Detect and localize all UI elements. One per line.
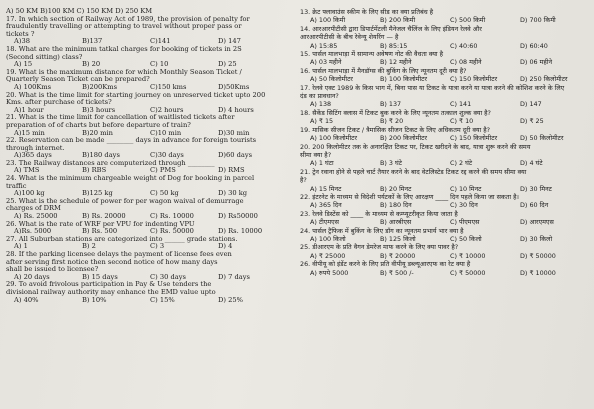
answer-option: D) 147: [520, 100, 542, 109]
answer-option: A) 100 किलो: [310, 234, 346, 243]
answer-option: A) ₹ 15: [310, 117, 334, 126]
question-text-line: (Second sitting) class?: [6, 52, 83, 61]
answer-option: A) Rs. 25000: [14, 212, 58, 221]
answer-option: A) 03 महीने: [310, 58, 342, 67]
english-question: [6, 198, 286, 221]
answer-option: D) Rs50000: [218, 212, 258, 221]
answer-options: [300, 134, 590, 142]
question-text-line: fraudulently travelling or attempting to travel without proper pass or: [6, 22, 242, 31]
answer-options: [300, 252, 590, 260]
answer-options: [300, 75, 590, 83]
answer-option: A) रुपये 5000: [310, 268, 349, 277]
question-text-line: दंड का प्रावधान?: [300, 92, 339, 101]
answer-option: A)100 kg: [14, 189, 45, 198]
question-text-line: 13. क्रेट फ्लावाउंस स्कीम के लिए सीड का क्या प्रतिबंध है: [300, 8, 434, 16]
answer-option: D) Rs. 10000: [218, 227, 263, 236]
question-text-line: through internet.: [6, 143, 65, 152]
answer-option: C) 2 घंटे: [450, 159, 473, 168]
answer-option: B) 10%: [82, 295, 107, 304]
answer-option: B) 200 किमी: [380, 16, 416, 25]
question-text-line: 29. To avoid frivolous participation in Pay & Use tenders the: [6, 280, 212, 289]
question-text-line: 26. वीपीयू को इंडेंट करने के लिए प्रति वीपीयू डब्ल्यूआरएफ का रेट क्या है: [300, 260, 471, 269]
answer-option: C) 50 किलो: [450, 234, 482, 243]
answer-options: [300, 201, 590, 209]
answer-option: C) 3: [150, 242, 165, 251]
answer-option: D) 25: [218, 60, 237, 69]
answer-option: B) ₹ 20000: [380, 251, 416, 260]
answer-option: D) 60:40: [520, 41, 548, 50]
answer-option: D) ₹ 50000: [520, 251, 556, 260]
question-text-line: 19. What is the maximum distance for which Monthly Season Ticket /: [6, 67, 242, 76]
question-text-line: Kms. after purchase of tickets?: [6, 98, 112, 107]
answer-option: B) 20: [82, 60, 101, 69]
answer-option: B) आरबीएस: [380, 218, 412, 227]
english-question: [6, 114, 286, 137]
answer-option: D) 06 महीने: [520, 58, 553, 67]
question-text-line: 20. What is the time limit for starting journey on unreserved ticket upto 200: [6, 90, 266, 99]
question-text-line: 25. डीआरएम के प्रति वैगन डेमरेज माफ करने के लिए क्या पावर है?: [300, 243, 459, 252]
answer-option: C)141: [150, 37, 171, 46]
question-text-line: 24. What is the minimum chargeable weight of Dog for booking in parcel: [6, 174, 255, 183]
question-text-line: charges of DRM: [6, 204, 61, 213]
question-text-line: 23. रेलवे डिस्टेंस को ____ के माध्यम से कम्प्यूटरीकृत किया जाता है: [300, 209, 458, 218]
answer-option: A) 100 किलोमीटर: [310, 134, 357, 143]
answer-option: B) RBS: [82, 166, 107, 175]
answer-option: D) 50 किलोमीटर: [520, 134, 564, 143]
answer-option: A) 15:85: [310, 41, 338, 50]
answer-option: C) 15%: [150, 295, 175, 304]
answer-option: C) 40:60: [450, 41, 478, 50]
answer-options: [300, 100, 590, 108]
question-text-line: 26. What is the rate of WRF per VPU for indenting VPU: [6, 219, 195, 228]
answer-option: B) 200 किलोमीटर: [380, 134, 428, 143]
answer-options: [300, 42, 590, 50]
answer-option: C) 50 kg: [150, 189, 179, 198]
hindi-question: [300, 126, 590, 143]
hindi-question: [300, 210, 590, 227]
answer-option: D) 4 घंटे: [520, 159, 543, 168]
answer-option: C) 150 किलोमीटर: [450, 134, 498, 143]
answer-option: B) 12 महीने: [380, 58, 412, 67]
question-text-line: 15. पार्सल मालभाड़ा में सामान्य अवेषण नोट की वैधता क्या है: [300, 50, 444, 59]
question-text-line: divisional railway authority may enhance the EMD value upto: [6, 287, 216, 296]
answer-option: C) Rs. 10000: [150, 212, 194, 221]
answer-option: B) 137: [380, 100, 402, 109]
answer-option: D) 7 days: [218, 272, 250, 281]
english-question: [6, 236, 286, 251]
question-text-line: after serving first notice then second notice of how many days: [6, 257, 218, 266]
answer-options: [300, 218, 590, 226]
hindi-question: [300, 8, 590, 25]
answer-option: B) ₹ 20: [380, 117, 404, 126]
answer-option: C)10 min: [150, 128, 182, 137]
answer-option: B)125 kg: [82, 189, 113, 198]
answer-option: D)60 days: [218, 151, 253, 160]
answer-option: B)3 hours: [82, 105, 116, 114]
english-question: [6, 16, 286, 46]
question-text-line: 22. Reservation can be made ________ days in advance for foreign tourists: [6, 136, 257, 145]
answer-option: D) 700 किमी: [520, 16, 556, 25]
answer-option: D) 30 kg: [218, 189, 248, 198]
answer-option: C) 10: [150, 60, 169, 69]
answer-option: B) Rs. 500: [82, 227, 118, 236]
english-question: [6, 92, 286, 115]
answer-option: A) ₹ 25000: [310, 251, 346, 260]
answer-option: D) 4: [218, 242, 233, 251]
answer-option: D) 250 किलोमीटर: [520, 75, 568, 84]
answer-option: B)200Kms: [82, 82, 118, 91]
answer-options: [300, 185, 590, 193]
question-text-line: सीमा क्या है?: [300, 150, 332, 159]
answer-option: D) 30 किलो: [520, 234, 553, 243]
question-text-line: preparation of of charts but before departure of train?: [6, 120, 191, 129]
question-text-line: 18. सैकेंड सिटिंग क्लास में टिकट बुक करने के लिए न्यूनतम तत्काल शुल्क क्या है?: [300, 108, 491, 117]
answer-option: A)1 hour: [14, 105, 44, 114]
hindi-question: [300, 227, 590, 244]
answer-options: [300, 16, 590, 24]
hindi-question: [300, 193, 590, 210]
answer-options: [6, 297, 286, 305]
english-question: [6, 137, 286, 160]
answer-option: C) ₹ 10: [450, 117, 474, 126]
answer-option: B) 180 दिन: [380, 201, 412, 210]
answer-option: B) Rs. 20000: [82, 212, 126, 221]
answer-option: D) RMS: [218, 166, 245, 175]
answer-option: D) आरएमएस: [520, 218, 554, 227]
answer-option: C) 141: [450, 100, 472, 109]
answer-option: C) 30 days: [150, 272, 186, 281]
hindi-question: [300, 168, 590, 193]
english-question: [6, 69, 286, 92]
answer-option: B) 15 days: [82, 272, 118, 281]
answer-option: C) 08 महीने: [450, 58, 482, 67]
answer-option: C) PMS: [150, 166, 176, 175]
answer-option: C) 500 किमी: [450, 16, 486, 25]
hindi-question: [300, 50, 590, 67]
hindi-question: [300, 260, 590, 277]
answer-options: [300, 58, 590, 66]
answer-option: D) 30 मिनट: [520, 184, 552, 193]
answer-option: C) पीएमएस: [450, 218, 480, 227]
answer-options: [300, 159, 590, 167]
question-text-line: 17. In which section of Railway Act of 1989, the provision of penalty for: [6, 14, 250, 23]
english-question: [6, 175, 286, 198]
answer-option: B) 20 मिनट: [380, 184, 412, 193]
answer-options: [300, 117, 590, 125]
question-text-line: tickets ?: [6, 29, 35, 38]
answer-option: B)137: [82, 37, 103, 46]
answer-option: A)365 days: [14, 151, 52, 160]
answer-option: C)150 kms: [150, 82, 187, 91]
question-text-line: 20. 200 किलोमीटर तक के अनारक्षित टिकट पर, टिकट खरीदने के बाद, यात्रा शुरू करने की समय: [300, 142, 531, 151]
answer-option: C) ₹ 10000: [450, 251, 486, 260]
answer-option: A) 138: [310, 100, 332, 109]
answer-option: C) 30 दिन: [450, 201, 478, 210]
answer-option: B) 85:15: [380, 41, 408, 50]
question-text-line: 18. What are the minimum tatkal charges for booking of tickets in 2S: [6, 44, 242, 53]
question-text-line: 19. मासिक सीजन टिकट / त्रैमासिक सीजन टिकट के लिए अधिकतम दूरी क्या है?: [300, 125, 491, 134]
answer-option: A) TMS: [14, 166, 40, 175]
question-text-line: 14. आरआरपीटीसी द्वारा डिपार्टमेंटली मैनेजल चैलिंज के लिए इंडियन रेलवे और: [300, 24, 482, 33]
question-text-line: 21. What is the time limit for cancellation of waitlisted tickets after: [6, 113, 235, 122]
answer-option: A) 365 दिन: [310, 201, 342, 210]
answer-option: D) 147: [218, 37, 241, 46]
question-text-line: 22. इंटरनेट के माध्यम से विदेशी पर्यटकों के लिए आरक्षण ____ दिन पहले किया जा सकता है।: [300, 192, 519, 201]
question-text-line: 17. रेलवे एक्ट 1989 के किस भाग में, बिना पास या टिकट के यात्रा करने या यात्रा करने की कोशिश करने के लिए: [300, 83, 565, 92]
answer-option: A) 1 घंटा: [310, 159, 334, 168]
english-question: [6, 160, 286, 175]
hindi-question: [300, 67, 590, 84]
answer-option: C) 150 किलोमीटर: [450, 75, 498, 84]
answer-option: B)20 min: [82, 128, 113, 137]
answer-option: D) 60 दिन: [520, 201, 549, 210]
answer-option: B) 125 किलो: [380, 234, 416, 243]
answer-option: B)180 days: [82, 151, 120, 160]
answer-option: A) 100 किमी: [310, 16, 346, 25]
hindi-question: [300, 84, 590, 109]
question-text-line: 27. All Suburban stations are categorized into ______ grade stations.: [6, 234, 238, 243]
answer-option: D) ₹ 10000: [520, 268, 556, 277]
hindi-question: [300, 25, 590, 50]
answer-option: C) Rs. 50000: [150, 227, 194, 236]
question-text-line: shall be issued to licensee?: [6, 265, 99, 274]
answer-option: A) 20 days: [14, 272, 50, 281]
english-question: [6, 221, 286, 236]
answer-option: A)Rs. 5000: [14, 227, 52, 236]
answer-option: D) 4 hours: [218, 105, 254, 114]
answer-options: [300, 235, 590, 243]
question-text-line: आरआरपीटीसी के बीच रेवेन्यू शेयरिंग — है: [300, 33, 399, 42]
answer-option: D)30 min: [218, 128, 250, 137]
hindi-column: [300, 8, 590, 407]
english-column: [6, 8, 286, 407]
answer-option: A) 50 किलोमीटर: [310, 75, 353, 84]
answer-option: B) ₹ 500 /-: [380, 268, 414, 277]
question-text-line: 25. What is the schedule of power for per wagon waival of demurrage: [6, 196, 244, 205]
answer-option: C)2 hours: [150, 105, 184, 114]
english-question: [6, 46, 286, 69]
answer-option: B) 100 किलोमीटर: [380, 75, 428, 84]
english-question: [6, 251, 286, 281]
answer-option: D) ₹ 25: [520, 117, 544, 126]
question-text-line: है?: [300, 176, 307, 185]
question-text-line: 28. If the parking licensee delays the payment of license fees even: [6, 250, 232, 258]
question-text-line: 23. The Railway distances are computerized through ________: [6, 158, 215, 167]
answer-option: A) 15: [14, 60, 33, 69]
answer-options: [300, 269, 590, 277]
answer-option: C)30 days: [150, 151, 184, 160]
answer-option: A) 100Kms: [14, 82, 52, 91]
question-text-line: 16. पार्सल मालभाड़ा में मैनडॉग्स की बुकिंग के लिए न्यूनतम दूरी क्या है?: [300, 66, 467, 75]
answer-option: B) 3 घंटे: [380, 159, 403, 168]
answer-option: B) 2: [82, 242, 96, 251]
question-text-line: A) 50 KM B)100 KM C) 150 KM D) 250 KM: [6, 8, 153, 15]
answer-option: A) 15 मिनट: [310, 184, 342, 193]
hindi-question: [300, 109, 590, 126]
answer-option: A)38: [14, 37, 30, 46]
answer-option: A) टीएमएस: [310, 218, 339, 227]
answer-option: D) 25%: [218, 295, 243, 304]
english-question: [6, 281, 286, 304]
answer-option: C) 10 मिनट: [450, 184, 482, 193]
answer-option: A) 1: [14, 242, 28, 251]
question-text-line: Quarterly Season Ticket can be prepared?: [6, 75, 150, 84]
answer-option: A)15 min: [14, 128, 45, 137]
answer-option: A) 40%: [14, 295, 39, 304]
question-text-line: traffic: [6, 181, 27, 190]
question-text-line: 21. ट्रेन रवाना होने से पहले चार्ट तैयार करने के बाद वेटलिस्टेड टिकट रद्द करने की समय सीमा क्या: [300, 167, 527, 176]
question-text-line: 24. पार्सल ट्रैफिक में बुकिंग के लिए डॉग का न्यूनतम प्रभार्य भार क्या है: [300, 226, 464, 235]
answer-option: D)50Kms: [218, 82, 250, 91]
hindi-question: [300, 143, 590, 168]
answer-option: C) ₹ 50000: [450, 268, 486, 277]
hindi-question: [300, 243, 590, 260]
